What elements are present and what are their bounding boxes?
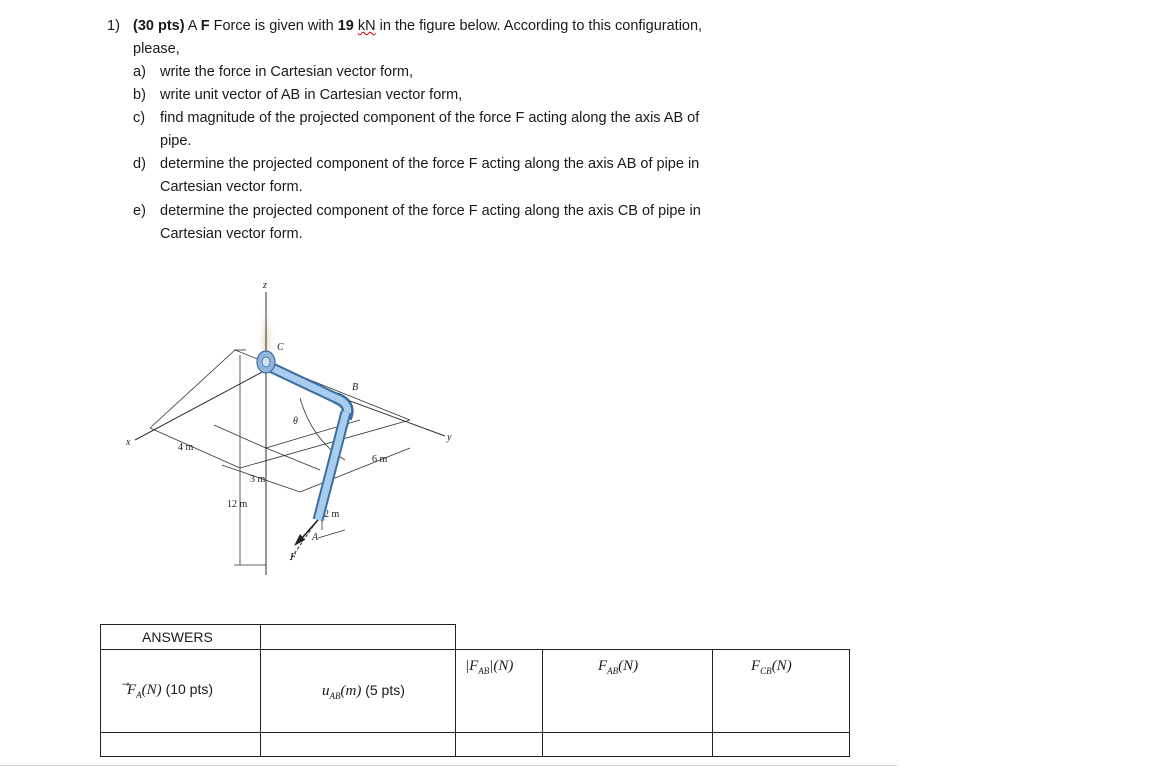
label-dim-3m: 3 m — [250, 474, 266, 485]
label-point-b: B — [352, 382, 359, 393]
force-value: 19 — [337, 18, 354, 34]
cell-fcb-answer[interactable] — [712, 732, 850, 757]
pipe-figure — [118, 272, 468, 582]
force-symbol: F — [200, 18, 210, 34]
question-number: 1) — [107, 18, 120, 34]
cell-fab-mag-answer[interactable] — [455, 732, 543, 757]
label-y: y — [447, 432, 452, 443]
label-point-c: C — [277, 342, 284, 353]
x-axis — [135, 370, 266, 440]
answers-header-blank — [260, 624, 456, 650]
label-dim-4m: 4 m — [178, 442, 194, 453]
label-point-a: A — [312, 532, 319, 543]
plane-edge-left — [150, 350, 235, 428]
cell-fab-answer[interactable] — [542, 732, 713, 757]
question-intro-line2: please, — [133, 41, 180, 57]
page-bottom-divider — [0, 765, 897, 766]
question-intro: (30 pts) A F Force is given with 19 kN in the figure below. According to this configuration, please, — [133, 15, 813, 61]
answers-title: ANSWERS — [142, 629, 213, 645]
plane-edge-front — [150, 428, 240, 468]
uab-header: $u_{AB}(m)$ (5 pts) — [322, 682, 405, 701]
cell-fa-answer[interactable] — [100, 732, 261, 757]
label-z: z — [263, 280, 267, 291]
label-theta: θ — [293, 416, 298, 427]
fab-mag-header: $|F_{AB}|(N)$ — [465, 658, 514, 676]
plane-grid-3 — [266, 448, 320, 470]
force-unit: kN — [357, 18, 376, 34]
pipe-segment-cb — [268, 366, 340, 400]
label-dim-2m: 2 m — [324, 509, 340, 520]
label-dim-12m: 12 m — [227, 499, 248, 510]
fab-header: $F_{AB}(N)$ — [598, 658, 639, 676]
label-dim-6m: 6 m — [372, 454, 388, 465]
plane-grid-5 — [300, 448, 410, 492]
fa-points: (10 pts) — [165, 681, 214, 697]
uab-points: (5 pts) — [365, 682, 405, 698]
label-x: x — [126, 437, 131, 448]
fa-header: $F_A(N)$ (10 pts) — [127, 681, 214, 700]
fcb-header: $F_{CB}(N)$ — [751, 658, 792, 676]
cell-uab-answer[interactable] — [260, 732, 456, 757]
question-points: (30 pts) — [133, 18, 185, 34]
label-force-f: F — [290, 552, 297, 563]
